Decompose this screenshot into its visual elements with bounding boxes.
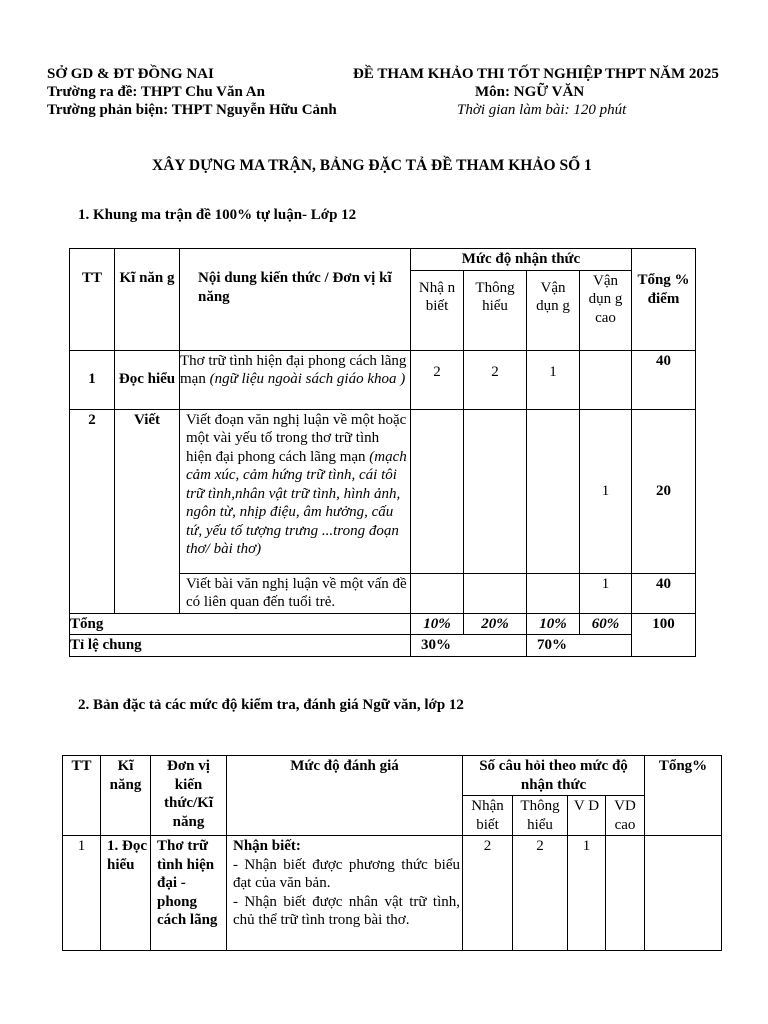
header-department: SỞ GD & ĐT ĐỒNG NAI: [47, 66, 214, 82]
spec-col-vd-cao: VD cao: [606, 796, 645, 836]
spec-col-so-cau: Số câu hỏi theo mức độ nhận thức: [463, 756, 645, 796]
spec-row1-muc-do: Nhận biết: - Nhận biết được phương thức biểu đạt của văn bản. - Nhận biết được nhân vật trữ tình, chủ thể trữ tình trong bài thơ.: [227, 836, 463, 951]
total-van-dung: 10%: [527, 613, 580, 635]
header-duration: Thời gian làm bài: 120 phút: [457, 102, 627, 118]
total-tong: 100: [632, 613, 696, 656]
col-thong-hieu: Thông hiểu: [464, 270, 527, 350]
col-ki-nang: Kĩ năn g: [115, 249, 180, 351]
col-tong-diem: Tổng % điểm: [632, 270, 696, 350]
row2-noi-dung: Viết đoạn văn nghị luận về một hoặc một vài yếu tố trong thơ trữ tình hiện đại phong cách lãng mạn (mạch cảm xúc, cảm hứng trữ tình, cái tôi trữ tình,nhân vật trữ tình, hình ảnh, ngôn từ, nhịp điệu, âm hưởng, cấu tứ, yếu tố tượng trưng ...trong đoạn thơ/ bài thơ): [180, 409, 411, 573]
spec-col-muc-do: Mức độ đánh giá: [227, 756, 463, 836]
ratio-right: 70%: [527, 635, 632, 657]
spec-row1-tt: 1: [63, 836, 101, 951]
row3-van-dung-cao: 1: [580, 573, 632, 613]
spec-col-vd: V D: [568, 796, 606, 836]
section1-heading: 1. Khung ma trận đề 100% tự luận- Lớp 12: [78, 207, 357, 223]
header-exam-title: ĐỀ THAM KHẢO THI TỐT NGHIỆP THPT NĂM 2025: [353, 66, 719, 82]
row1-tt: 1: [70, 350, 115, 409]
col-van-dung-cao: Vận dụn g cao: [580, 270, 632, 350]
row2-tt: 2: [70, 409, 115, 613]
row1-van-dung: 1: [527, 350, 580, 409]
col-tt: TT: [70, 249, 115, 351]
col-nhan-biet: Nhậ n biết: [411, 270, 464, 350]
header-subject: Môn: NGỮ VĂN: [475, 84, 585, 100]
row1-van-dung-cao: [580, 350, 632, 409]
row1-nhan-biet: 2: [411, 350, 464, 409]
row3-tong: 40: [632, 573, 696, 613]
ratio-left: 30%: [411, 635, 527, 657]
matrix-table: [69, 248, 696, 657]
spec-row1-don-vi: Thơ trữ tình hiện đại - phong cách lãng: [151, 836, 227, 951]
spec-col-ki-nang: Kĩ năng: [101, 756, 151, 836]
row1-ki-nang: Đọc hiểu: [115, 350, 180, 409]
col-noi-dung: Nội dung kiến thức / Đơn vị kĩ năng: [180, 249, 411, 351]
total-nhan-biet: 10%: [411, 613, 464, 635]
total-thong-hieu: 20%: [464, 613, 527, 635]
row2-van-dung-cao: 1: [580, 409, 632, 573]
spec-col-tong: Tổng%: [645, 756, 722, 836]
row2-tong: 20: [632, 409, 696, 573]
spec-col-thong-hieu: Thông hiểu: [513, 796, 568, 836]
spec-col-tt: TT: [63, 756, 101, 836]
total-label: Tổng: [70, 613, 411, 635]
spec-col-nhan-biet: Nhận biết: [463, 796, 513, 836]
total-van-dung-cao: 60%: [580, 613, 632, 635]
row2-ki-nang: Viết: [115, 409, 180, 613]
header-school: Trường ra đề: THPT Chu Văn An: [47, 84, 265, 100]
row1-noi-dung: Thơ trữ tình hiện đại phong cách lãng mạn (ngữ liệu ngoài sách giáo khoa ): [180, 350, 411, 409]
ratio-label: Tỉ lệ chung: [70, 635, 411, 657]
spec-row1-nhan-biet: 2: [463, 836, 513, 951]
header-reviewer-school: Trường phản biện: THPT Nguyễn Hữu Cảnh: [47, 102, 337, 118]
spec-col-don-vi: Đơn vị kiến thức/Kĩ năng: [151, 756, 227, 836]
row1-tong: 40: [632, 350, 696, 409]
spec-row1-ki-nang: 1. Đọc hiểu: [101, 836, 151, 951]
specification-table: [62, 755, 722, 951]
col-van-dung: Vận dụn g: [527, 270, 580, 350]
row1-thong-hieu: 2: [464, 350, 527, 409]
spec-row1-vd: 1: [568, 836, 606, 951]
spec-row1-thong-hieu: 2: [513, 836, 568, 951]
document-title: XÂY DỰNG MA TRẬN, BẢNG ĐẶC TẢ ĐỀ THAM KHẢO SỐ 1: [152, 157, 592, 174]
col-muc-do: Mức độ nhận thức: [411, 249, 632, 271]
section2-heading: 2. Bản đặc tả các mức độ kiểm tra, đánh giá Ngữ văn, lớp 12: [78, 697, 464, 713]
row3-noi-dung: Viết bài văn nghị luận về một vấn đề có liên quan đến tuổi trẻ.: [180, 573, 411, 613]
